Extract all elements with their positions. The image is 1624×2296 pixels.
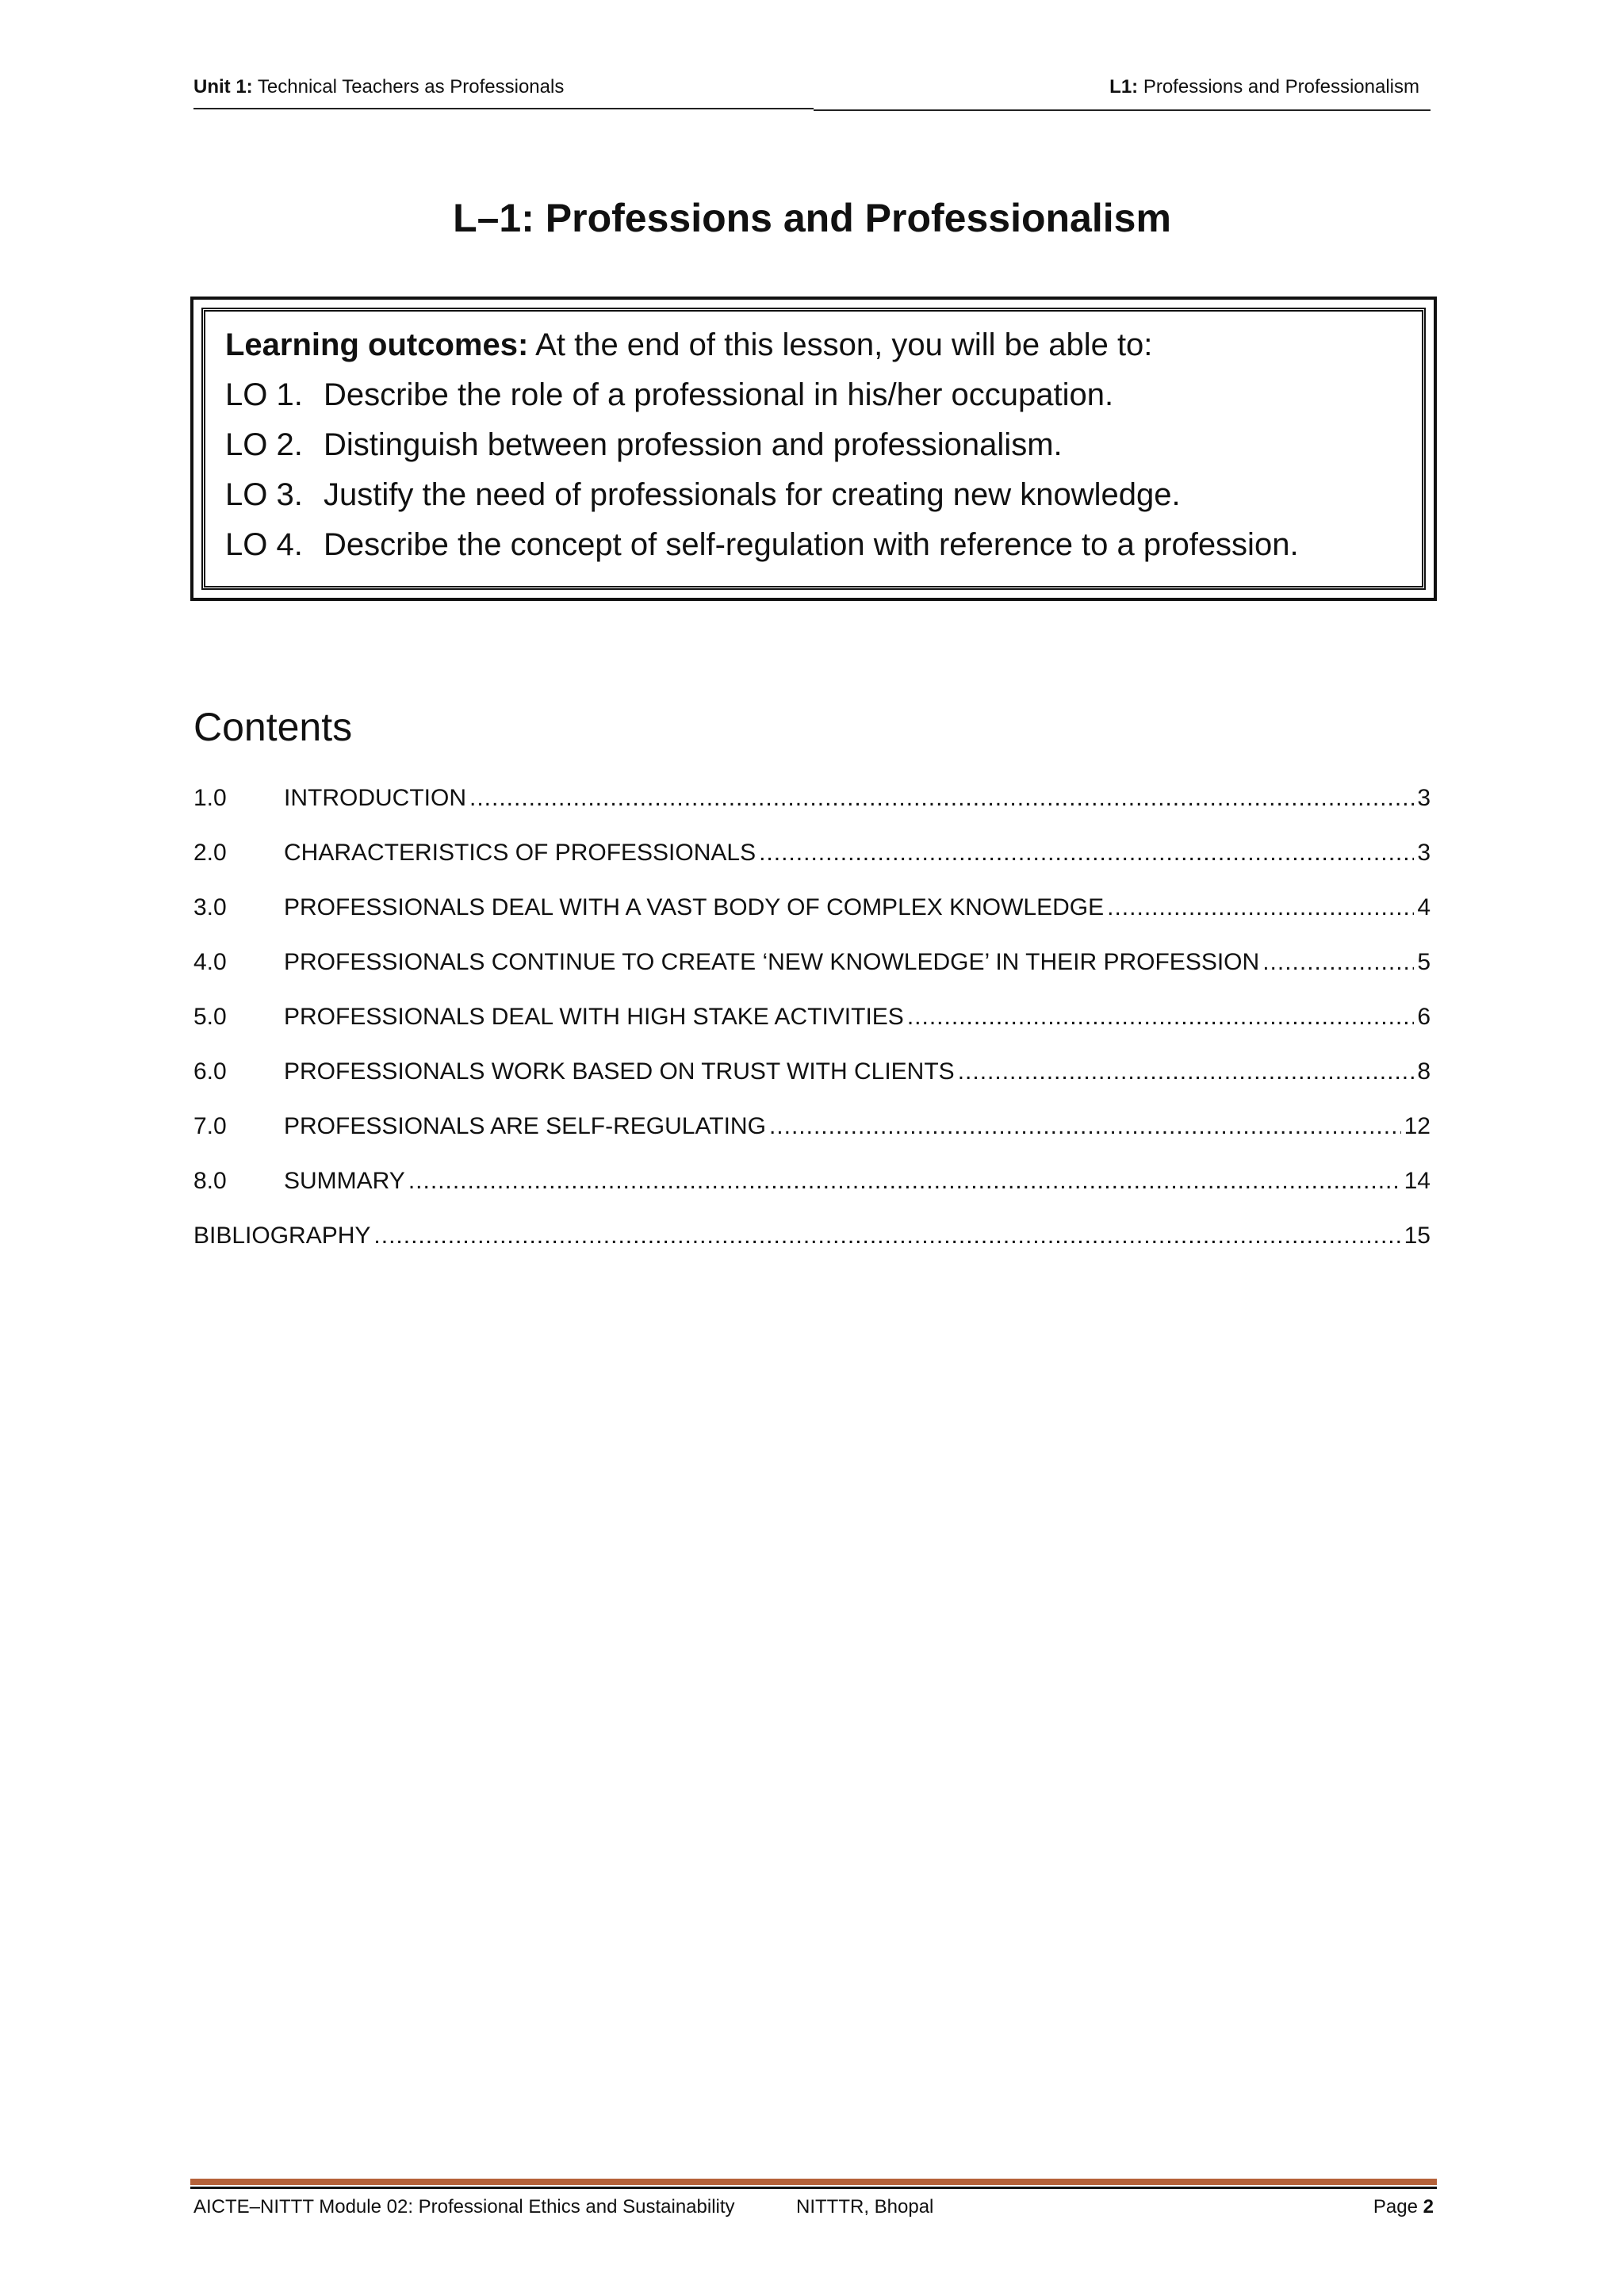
toc-title: PROFESSIONALS DEAL WITH A VAST BODY OF COMPLEX KNOWLEDGE xyxy=(284,894,1105,920)
learning-outcome-number: LO 3. xyxy=(225,477,303,512)
toc-number: 7.0 xyxy=(193,1113,227,1139)
toc-page: 3 xyxy=(1417,785,1431,811)
toc-number: 1.0 xyxy=(193,785,227,811)
learning-outcome-text: Describe the concept of self-regulation with reference to a profession. xyxy=(324,527,1299,562)
toc-title: BIBLIOGRAPHY xyxy=(193,1223,371,1249)
toc-entry-new-knowledge[interactable] xyxy=(193,949,1431,1004)
footer-rule-accent xyxy=(190,2179,1437,2185)
toc-leader xyxy=(759,840,1414,867)
footer-page-number xyxy=(1373,2196,1434,2218)
toc-page: 4 xyxy=(1417,894,1431,920)
learning-outcome-item xyxy=(225,420,1299,470)
footer-institute: NITTTR, Bhopal xyxy=(796,2196,934,2218)
toc-number: 8.0 xyxy=(193,1168,227,1194)
learning-outcome-number: LO 4. xyxy=(225,527,303,562)
toc-entry-high-stake[interactable] xyxy=(193,1004,1431,1058)
toc-leader xyxy=(1262,949,1414,976)
toc-entry-trust[interactable] xyxy=(193,1058,1431,1113)
toc-leader xyxy=(373,1223,1400,1249)
toc-entry-summary[interactable] xyxy=(193,1168,1431,1223)
toc-page: 6 xyxy=(1417,1004,1431,1030)
learning-outcomes-intro xyxy=(225,320,1299,370)
header-lesson-title: Professions and Professionalism xyxy=(1143,76,1419,98)
toc-title: PROFESSIONALS DEAL WITH HIGH STAKE ACTIVITIES xyxy=(284,1004,904,1030)
toc-number: 6.0 xyxy=(193,1058,227,1085)
learning-outcome-text: Describe the role of a professional in his/her occupation. xyxy=(324,377,1114,412)
toc-leader xyxy=(1107,894,1414,921)
toc-leader xyxy=(958,1058,1415,1085)
footer-module-title: AICTE–NITTT Module 02: Professional Ethics and Sustainability xyxy=(193,2196,735,2218)
toc-number: 5.0 xyxy=(193,1004,227,1030)
learning-outcome-item xyxy=(225,370,1299,420)
learning-outcome-item xyxy=(225,520,1299,570)
toc-entry-self-regulating[interactable] xyxy=(193,1113,1431,1168)
header-right xyxy=(1109,76,1419,98)
toc-page: 3 xyxy=(1417,840,1431,866)
header-rule-left xyxy=(193,108,814,109)
toc-page: 15 xyxy=(1404,1223,1431,1249)
toc-leader xyxy=(769,1113,1401,1140)
footer-page-label: Page xyxy=(1373,2196,1418,2218)
learning-outcome-number: LO 1. xyxy=(225,377,303,412)
footer-page-value: 2 xyxy=(1423,2196,1434,2218)
toc-title: CHARACTERISTICS OF PROFESSIONALS xyxy=(284,840,756,866)
toc-number: 4.0 xyxy=(193,949,227,975)
toc-number: 2.0 xyxy=(193,840,227,866)
learning-outcome-number: LO 2. xyxy=(225,427,303,462)
footer-rule-dark xyxy=(190,2187,1437,2189)
contents-heading: Contents xyxy=(193,705,353,749)
toc-title: PROFESSIONALS WORK BASED ON TRUST WITH CLIENTS xyxy=(284,1058,955,1085)
header-lesson-label: L1: xyxy=(1109,76,1139,98)
toc-title: PROFESSIONALS ARE SELF-REGULATING xyxy=(284,1113,766,1139)
learning-outcomes-intro-text: At the end of this lesson, you will be able to: xyxy=(535,327,1153,362)
header-unit-label: Unit 1: xyxy=(193,76,253,98)
header-unit-title: Technical Teachers as Professionals xyxy=(257,76,565,98)
learning-outcome-text: Justify the need of professionals for creating new knowledge. xyxy=(324,477,1181,512)
toc-page: 8 xyxy=(1417,1058,1431,1085)
header-left xyxy=(193,76,564,98)
toc-leader xyxy=(469,785,1414,812)
toc-title: INTRODUCTION xyxy=(284,785,466,811)
toc-entry-bibliography[interactable] xyxy=(193,1223,1431,1277)
toc-leader xyxy=(907,1004,1414,1031)
toc-entry-introduction[interactable] xyxy=(193,785,1431,840)
learning-outcome-item xyxy=(225,470,1299,520)
toc-entry-characteristics[interactable] xyxy=(193,840,1431,894)
toc-page: 5 xyxy=(1417,949,1431,975)
page-title: L–1: Professions and Professionalism xyxy=(453,196,1171,240)
toc-leader xyxy=(408,1168,1401,1195)
toc-number: 3.0 xyxy=(193,894,227,920)
learning-outcomes xyxy=(225,320,1299,570)
learning-outcome-text: Distinguish between profession and professionalism. xyxy=(324,427,1063,462)
table-of-contents xyxy=(193,785,1431,1277)
toc-entry-complex-knowledge[interactable] xyxy=(193,894,1431,949)
toc-title: SUMMARY xyxy=(284,1168,405,1194)
learning-outcomes-label: Learning outcomes: xyxy=(225,327,529,362)
toc-page: 12 xyxy=(1404,1113,1431,1139)
toc-title: PROFESSIONALS CONTINUE TO CREATE ‘NEW KNOWLEDGE’ IN THEIR PROFESSION xyxy=(284,949,1260,975)
toc-page: 14 xyxy=(1404,1168,1431,1194)
header-rule-right xyxy=(814,109,1431,111)
